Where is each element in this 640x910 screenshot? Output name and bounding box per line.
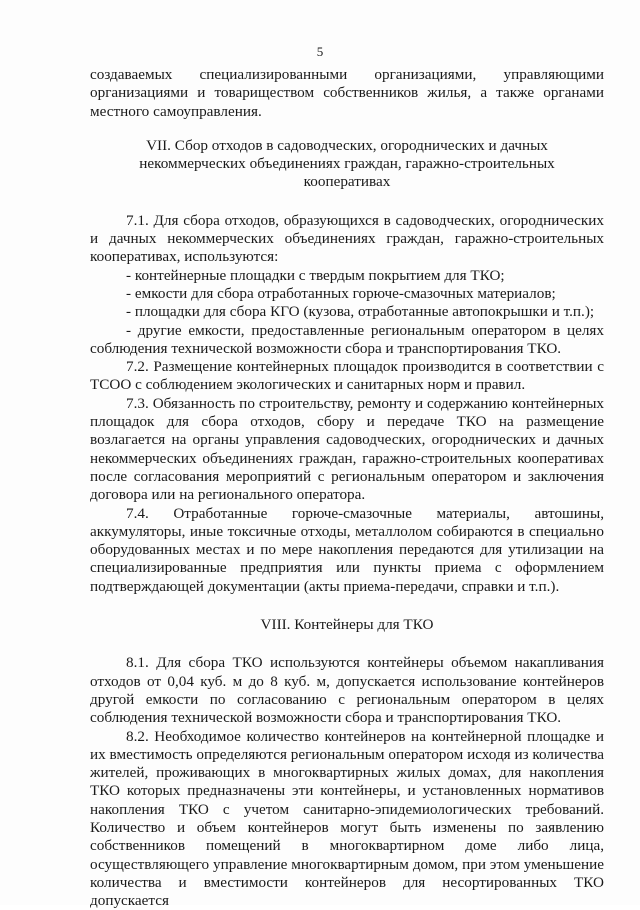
document-body	[90, 66, 604, 910]
page-number: 5	[0, 44, 640, 60]
section-7-paragraph-4: 7.4. Отработанные горюче-смазочные материалы, автошины, аккумуляторы, иные токсичные отходы, металлолом собираются в специально оборудованных местах и по мере накопления передаются для утилизации на специализированные предприятия или пункты приема с оформлением подтверждающей документации (акты приема-передачи, справки и т.п.).	[90, 505, 604, 596]
section-7-paragraph-3: 7.3. Обязанность по строительству, ремонту и содержанию контейнерных площадок для сбора отходов, сбору и передаче ТКО на размещение возлагается на органы управления садоводческих, огороднических и дачных некоммерческих объединениях граждан, гаражно-строительных кооперативах после согласования мероприятий с региональным оператором и заключения договора или на регионального оператора.	[90, 395, 604, 505]
section-8-heading: VIII. Контейнеры для ТКО	[90, 616, 604, 634]
section-8-paragraph-2: 8.2. Необходимое количество контейнеров на контейнерной площадке и их вместимость определяются региональным оператором исходя из количества жителей, проживающих в многоквартирных жилых домах, для накопления ТКО которых предназначены эти контейнеры, и установленных нормативов накопления ТКО с учетом санитарно-эпидемиологических требований. Количество и объем контейнеров могут быть изменены по заявлению собственников помещений в многоквартирном доме либо лица, осуществляющего управление многоквартирным домом, при этом уменьшение количества и вместимости контейнеров для несортированных ТКО допускается	[90, 728, 604, 910]
section-7-paragraph-2: 7.2. Размещение контейнерных площадок производится в соответствии с ТСОО с соблюдением экологических и санитарных норм и правил.	[90, 358, 604, 395]
section-7-heading: VII. Сбор отходов в садоводческих, огороднических и дачных некоммерческих объединениях граждан, гаражно-строительных кооперативах	[90, 137, 604, 192]
section-7-list-item: - другие емкости, предоставленные региональным оператором в целях соблюдения технической возможности сбора и транспортирования ТКО.	[90, 322, 604, 359]
intro-paragraph: создаваемых специализированными организациями, управляющими организациями и товариществом собственников жилья, а также органами местного самоуправления.	[90, 66, 604, 121]
section-7-list-item: - контейнерные площадки с твердым покрытием для ТКО;	[90, 267, 604, 285]
section-7-list-item: - емкости для сбора отработанных горюче-смазочных материалов;	[90, 285, 604, 303]
section-8-paragraph-1: 8.1. Для сбора ТКО используются контейнеры объемом накапливания отходов от 0,04 куб. м до 8 куб. м, допускается использование контейнеров другой емкости по согласованию с региональным оператором в целях соблюдения технической возможности сбора и транспортирования ТКО.	[90, 654, 604, 727]
section-7-list-item: - площадки для сбора КГО (кузова, отработанные автопокрышки и т.п.);	[90, 303, 604, 321]
section-7-paragraph-1: 7.1. Для сбора отходов, образующихся в садоводческих, огороднических и дачных некоммерческих объединениях граждан, гаражно-строительных кооперативах, используются:	[90, 212, 604, 267]
